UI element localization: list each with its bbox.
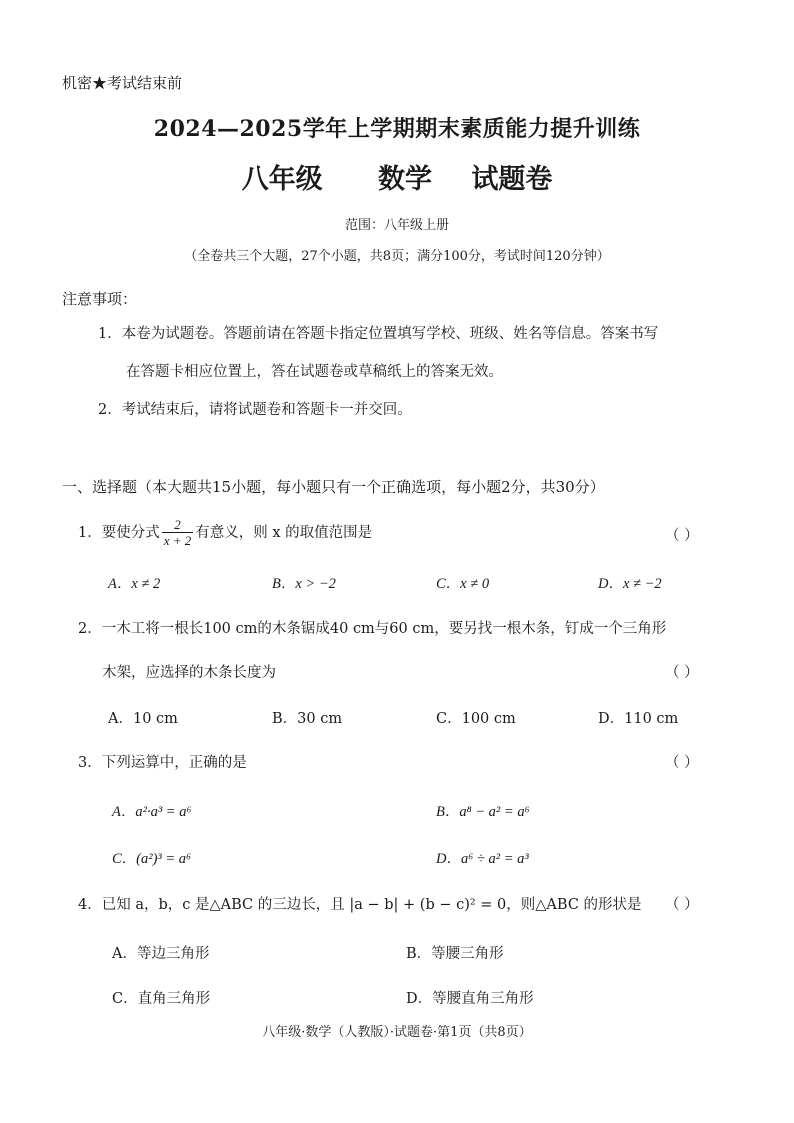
question-4-option-b: B．等腰三角形 (406, 946, 504, 962)
question-4-option-c: C．直角三角形 (112, 991, 211, 1007)
question-1-option-b: B．x > −2 (272, 576, 336, 592)
exam-title: 2024—2025学年上学期期末素质能力提升训练 (153, 116, 641, 142)
fraction-numerator: 2 (162, 517, 194, 533)
notice-item-2: 2．考试结束后，请将试题卷和答题卡一并交回。 (98, 402, 412, 418)
question-1-prefix: 1．要使分式 (78, 525, 160, 541)
question-3-answer-paren: （ ） (665, 755, 699, 771)
question-2-option-d: D．110 cm (598, 711, 679, 727)
exam-subtitle (0, 157, 794, 196)
question-1-suffix: 有意义，则 x 的取值范围是 (195, 525, 373, 541)
notice-item-1-line-2: 在答题卡相应位置上，答在试题卷或草稿纸上的答案无效。 (126, 364, 503, 380)
question-1-option-a: A．x ≠ 2 (108, 576, 161, 592)
notice-heading: 注意事项： (62, 290, 138, 308)
subtitle-subject: 数学 (378, 164, 432, 195)
question-2-option-a: A．10 cm (108, 711, 178, 727)
question-1-fraction (162, 517, 194, 549)
question-4-option-a: A．等边三角形 (112, 946, 210, 962)
section-heading: 一、选择题（本大题共15小题，每小题只有一个正确选项，每小题2分，共30分） (62, 478, 605, 496)
question-1-stem (78, 516, 372, 550)
question-2-answer-paren: （ ） (665, 665, 699, 681)
notice-item-1-line-1: 1．本卷为试题卷。答题前请在答题卡指定位置填写学校、班级、姓名等信息。答案书写 (98, 326, 659, 342)
question-3-option-b: B．a⁸ − a² = a⁶ (436, 804, 530, 820)
question-4-option-d: D．等腰直角三角形 (406, 991, 534, 1007)
subtitle-grade: 八年级 (241, 164, 323, 195)
question-4-stem: 4．已知 a，b，c 是△ABC 的三边长，且 |a − b| + (b − c)² = 0，则△ABC 的形状是 (78, 897, 642, 913)
fraction-denominator: x + 2 (163, 533, 192, 548)
question-3-option-c: C．(a²)³ = a⁶ (112, 851, 192, 867)
page-footer: 八年级·数学（人教版）·试题卷·第1页（共8页） (262, 1025, 532, 1040)
question-1-option-d: D．x ≠ −2 (598, 576, 662, 592)
subtitle-type: 试题卷 (471, 164, 553, 195)
question-1-answer-paren: （ ） (665, 528, 699, 544)
question-2-stem-line-1: 2．一木工将一根长100 cm的木条锯成40 cm与60 cm，要另找一根木条，钉成一个三角形 (78, 621, 667, 637)
question-3-option-d: D．a⁶ ÷ a² = a³ (436, 851, 529, 867)
question-2-stem-line-2: 木架，应选择的木条长度为 (102, 665, 276, 681)
question-3-option-a: A．a²·a³ = a⁶ (112, 804, 192, 820)
question-1-option-c: C．x ≠ 0 (436, 576, 490, 592)
exam-scope: 范围：八年级上册 (344, 218, 449, 233)
confidential-label: 机密★考试结束前 (62, 74, 183, 92)
question-2-option-c: C．100 cm (436, 711, 516, 727)
question-3-stem: 3．下列运算中，正确的是 (78, 755, 247, 771)
question-2-option-b: B．30 cm (272, 711, 343, 727)
question-4-answer-paren: （ ） (665, 897, 699, 913)
exam-info: （全卷共三个大题，27个小题，共8页；满分100分，考试时间120分钟） (184, 249, 610, 264)
